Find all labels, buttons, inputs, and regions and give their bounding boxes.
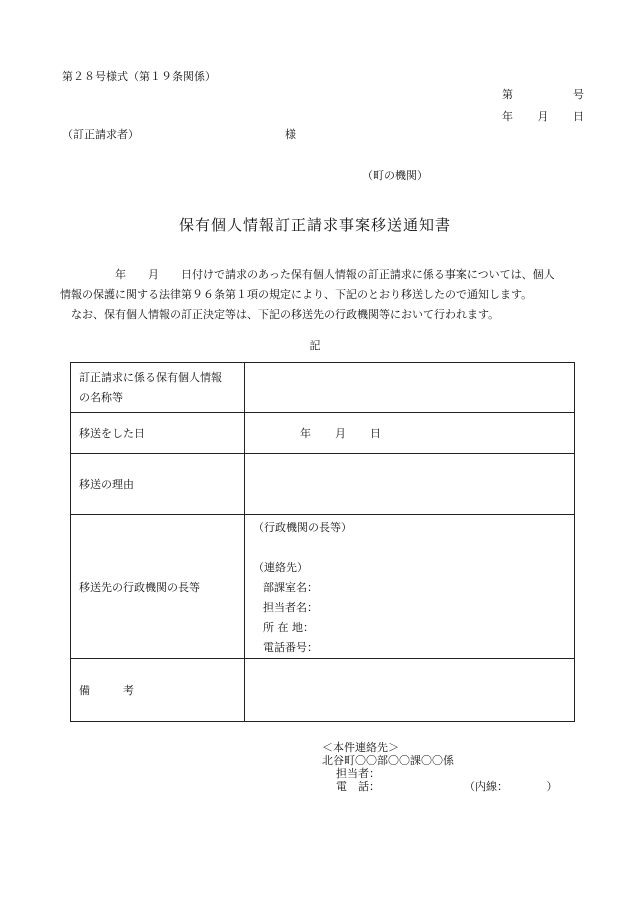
contact-org: 北谷町〇〇部〇〇課〇〇係 [322,754,454,767]
contact-extension: （内線： ） [464,780,558,793]
document-title: 保有個人情報訂正請求事案移送通知書 [178,216,451,234]
ref-no-prefix: 第 [502,88,513,101]
transfer-details-table [70,362,575,722]
contact-phone: 電 話： [336,780,380,793]
destination-address: 所 在 地： [263,621,314,634]
row-label-info-name-b: の名称等 [79,390,123,404]
remarks-value [245,659,575,722]
destination-person: 担当者名： [263,601,318,614]
table-row [71,413,575,454]
agency-label: （町の機関） [362,169,428,182]
row-label-transfer-date: 移送をした日 [71,413,245,454]
transfer-date-month: 月 [335,427,346,440]
table-row [71,659,575,722]
body-line-2: 情報の保護に関する法律第９６条第１項の規定により、下記のとおり移送したので通知します。 [60,288,533,301]
issue-date [502,108,584,124]
destination-dept: 部課室名： [263,581,318,594]
row-label-remarks: 備 考 [71,659,245,722]
table-row [71,515,575,659]
table-row [71,363,575,413]
row-label-info-name [71,363,245,413]
contact-person: 担当者： [336,767,380,780]
ki-heading: 記 [309,339,321,352]
contact-phone-row [322,780,558,793]
issue-date-day: 日 [573,110,584,123]
requester-label: （訂正請求者） [62,128,139,141]
reference-number [502,86,584,102]
body-line-3: なお、保有個人情報の訂正決定等は、下記の移送先の行政機関等において行われます。 [60,308,500,321]
transfer-date-day: 日 [370,427,381,440]
issue-date-year: 年 [502,110,513,123]
table-row [71,454,575,515]
issue-date-month: 月 [537,110,549,123]
transfer-date-year: 年 [300,427,311,440]
contact-block [322,741,558,793]
transfer-date-value [245,413,575,454]
contact-header: ＜本件連絡先＞ [322,741,399,754]
row-label-transfer-reason: 移送の理由 [71,454,245,515]
destination-value [245,515,575,659]
ref-no-suffix: 号 [573,88,584,101]
row-label-destination: 移送先の行政機関の長等 [71,515,245,659]
body-line-1: 年 月 日付けで請求のあった保有個人情報の訂正請求に係る事案については、個人 [60,268,555,281]
destination-head: （行政機関の長等） [253,521,352,534]
form-number: 第２８号様式（第１９条関係） [62,70,216,83]
destination-phone: 電話番号： [263,641,318,654]
requester-honorific: 様 [285,128,296,141]
info-name-value [245,363,575,413]
row-label-info-name-a: 訂正請求に係る保有個人情報 [79,370,222,384]
transfer-reason-value [245,454,575,515]
destination-contact-label: （連絡先） [253,561,308,574]
